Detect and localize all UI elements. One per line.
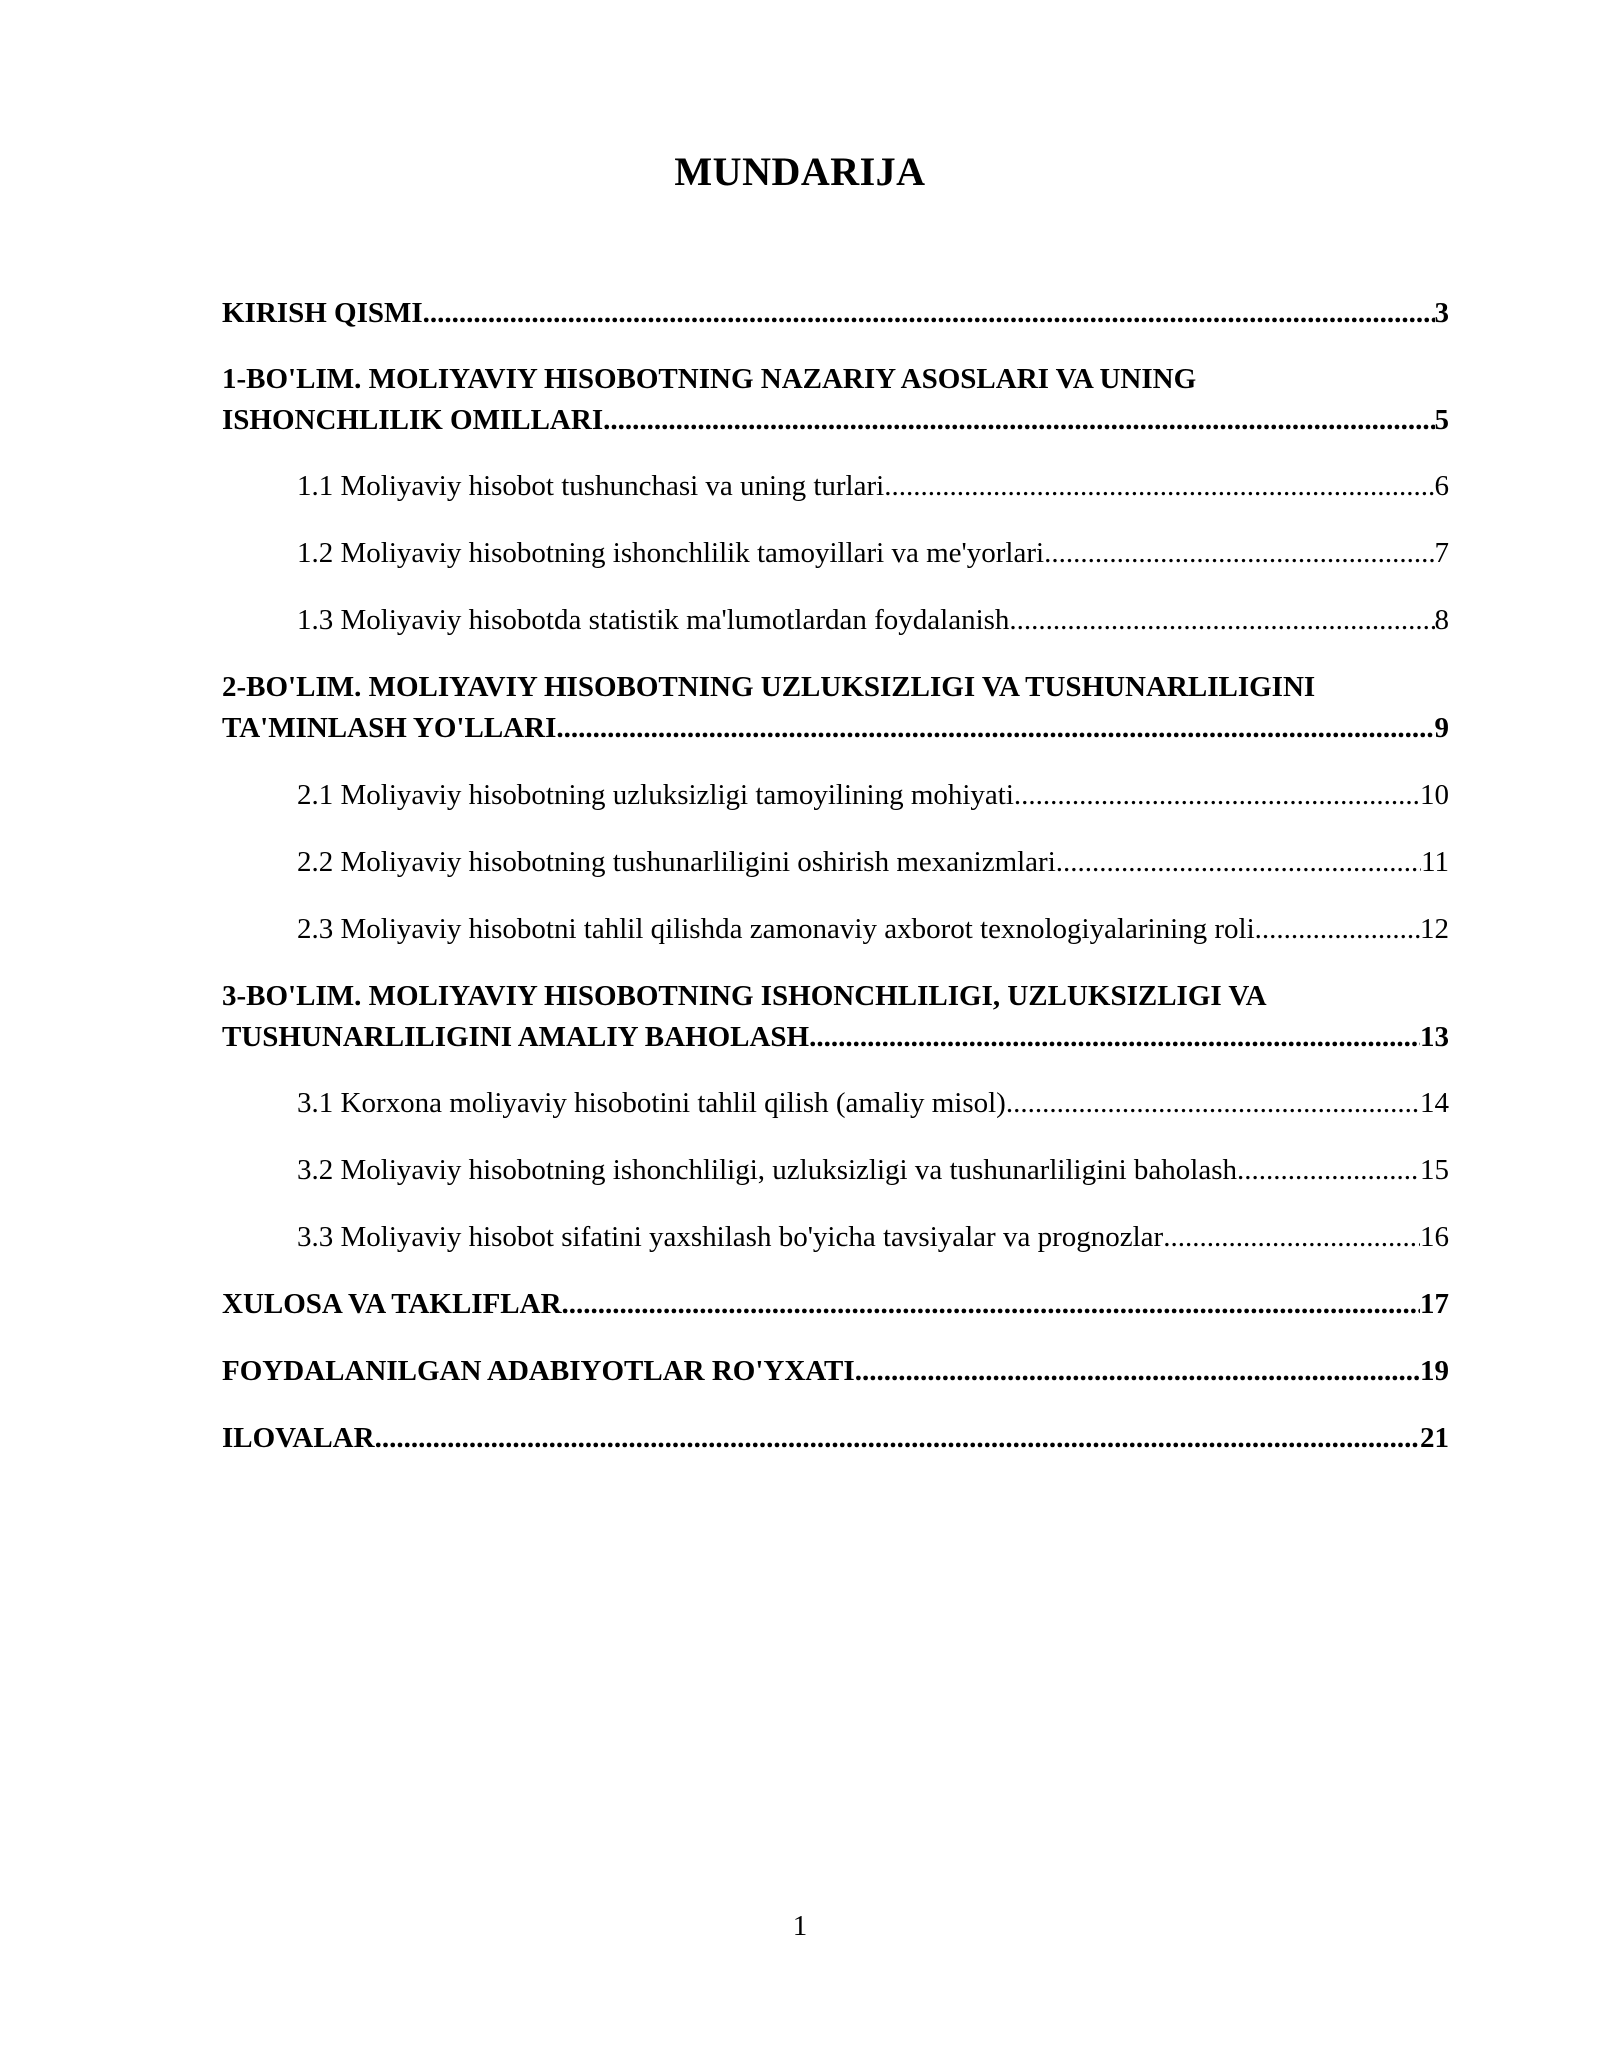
toc-entry-title: 2.2 Moliyaviy hisobotning tushunarliligini oshirish mexanizmlari xyxy=(297,846,1056,878)
toc-page-number: 17 xyxy=(1420,1288,1449,1320)
toc-entry-title: 3.2 Moliyaviy hisobotning ishonchliligi, uzluksizligi va tushunarliligini baholash xyxy=(297,1154,1238,1186)
toc-page-number: 15 xyxy=(1420,1154,1449,1186)
toc-entry-title: 1.3 Moliyaviy hisobotda statistik ma'lumotlardan foydalanish xyxy=(297,604,1010,636)
toc-page-number: 8 xyxy=(1434,604,1449,636)
toc-entry-kirish[interactable] xyxy=(222,293,1449,334)
toc-entry-section-3-1[interactable] xyxy=(222,1083,1449,1124)
dot-leader xyxy=(556,708,1434,749)
toc-page-number: 9 xyxy=(1434,712,1449,744)
dot-leader xyxy=(1014,775,1420,816)
page-title: MUNDARIJA xyxy=(674,149,926,194)
toc-entry-chapter-2[interactable] xyxy=(222,667,1449,749)
toc-page-number: 7 xyxy=(1434,537,1449,569)
toc-entry-appendices[interactable] xyxy=(222,1418,1449,1459)
dot-leader xyxy=(1056,842,1421,883)
toc-entry-conclusion[interactable] xyxy=(222,1284,1449,1325)
toc-entry-title: 1.1 Moliyaviy hisobot tushunchasi va uning turlari xyxy=(297,470,885,502)
dot-leader xyxy=(375,1418,1420,1459)
toc-entry-title: TA'MINLASH YO'LLARI xyxy=(222,712,557,744)
toc-entry-title: 1.2 Moliyaviy hisobotning ishonchlilik tamoyillari va me'yorlari xyxy=(297,537,1045,569)
toc-entry-title: XULOSA VA TAKLIFLAR xyxy=(222,1288,562,1320)
toc-entry-section-1-1[interactable] xyxy=(222,466,1449,507)
toc-entry-title: 2.3 Moliyaviy hisobotni tahlil qilishda zamonaviy axborot texnologiyalarining roli xyxy=(297,913,1255,945)
toc-entry-references[interactable] xyxy=(222,1351,1449,1392)
dot-leader xyxy=(884,466,1434,507)
toc-page-number: 12 xyxy=(1420,913,1449,945)
toc-entry-chapter-1[interactable] xyxy=(222,359,1449,441)
toc-page-number: 19 xyxy=(1420,1355,1449,1387)
dot-leader xyxy=(1006,1083,1420,1124)
toc-entry-section-2-2[interactable] xyxy=(222,842,1449,883)
toc-page-number: 21 xyxy=(1420,1422,1449,1454)
toc-page-number: 16 xyxy=(1420,1221,1449,1253)
toc-page-number: 3 xyxy=(1434,297,1449,329)
toc-page-number: 11 xyxy=(1421,846,1449,878)
toc-entry-section-1-2[interactable] xyxy=(222,533,1449,574)
toc-entry-title: 2.1 Moliyaviy hisobotning uzluksizligi tamoyilining mohiyati xyxy=(297,779,1014,811)
toc-entry-title: KIRISH QISMI xyxy=(222,297,423,329)
dot-leader xyxy=(1163,1217,1420,1258)
toc-entry-title-line-1: 1-BO'LIM. MOLIYAVIY HISOBOTNING NAZARIY ASOSLARI VA UNING xyxy=(222,363,1197,395)
toc-page-number: 14 xyxy=(1420,1087,1449,1119)
toc-page-number: 13 xyxy=(1420,1021,1449,1053)
toc-entry-title: ISHONCHLILIK OMILLARI xyxy=(222,404,604,436)
dot-leader xyxy=(1044,533,1434,574)
toc-entry-section-2-1[interactable] xyxy=(222,775,1449,816)
toc-page-number: 5 xyxy=(1434,404,1449,436)
toc-entry-title: FOYDALANILGAN ADABIYOTLAR RO'YXATI xyxy=(222,1355,855,1387)
toc-entry-title: ILOVALAR xyxy=(222,1422,375,1454)
dot-leader xyxy=(603,400,1434,441)
toc-entry-title-line-1: 3-BO'LIM. MOLIYAVIY HISOBOTNING ISHONCHLILIGI, UZLUKSIZLIGI VA xyxy=(222,980,1267,1012)
toc-entry-chapter-3[interactable] xyxy=(222,976,1449,1058)
toc-entry-title: 3.1 Korxona moliyaviy hisobotini tahlil qilish (amaliy misol) xyxy=(297,1087,1006,1119)
toc-entry-section-1-3[interactable] xyxy=(222,600,1449,641)
toc-entry-title-line-1: 2-BO'LIM. MOLIYAVIY HISOBOTNING UZLUKSIZLIGI VA TUSHUNARLILIGINI xyxy=(222,671,1316,703)
toc-entry-section-3-2[interactable] xyxy=(222,1150,1449,1191)
dot-leader xyxy=(809,1017,1420,1058)
toc-entry-section-3-3[interactable] xyxy=(222,1217,1449,1258)
toc-page-number: 6 xyxy=(1434,470,1449,502)
dot-leader xyxy=(1255,909,1420,950)
toc-entry-section-2-3[interactable] xyxy=(222,909,1449,950)
toc-entry-title: TUSHUNARLILIGINI AMALIY BAHOLASH xyxy=(222,1021,810,1053)
dot-leader xyxy=(562,1284,1420,1325)
dot-leader xyxy=(855,1351,1420,1392)
toc-entry-title: 3.3 Moliyaviy hisobot sifatini yaxshilash bo'yicha tavsiyalar va prognozlar xyxy=(297,1221,1164,1253)
dot-leader xyxy=(1009,600,1434,641)
dot-leader xyxy=(1237,1150,1420,1191)
dot-leader xyxy=(423,293,1435,334)
page-number-footer: 1 xyxy=(792,1910,808,1942)
toc-page-number: 10 xyxy=(1420,779,1449,811)
